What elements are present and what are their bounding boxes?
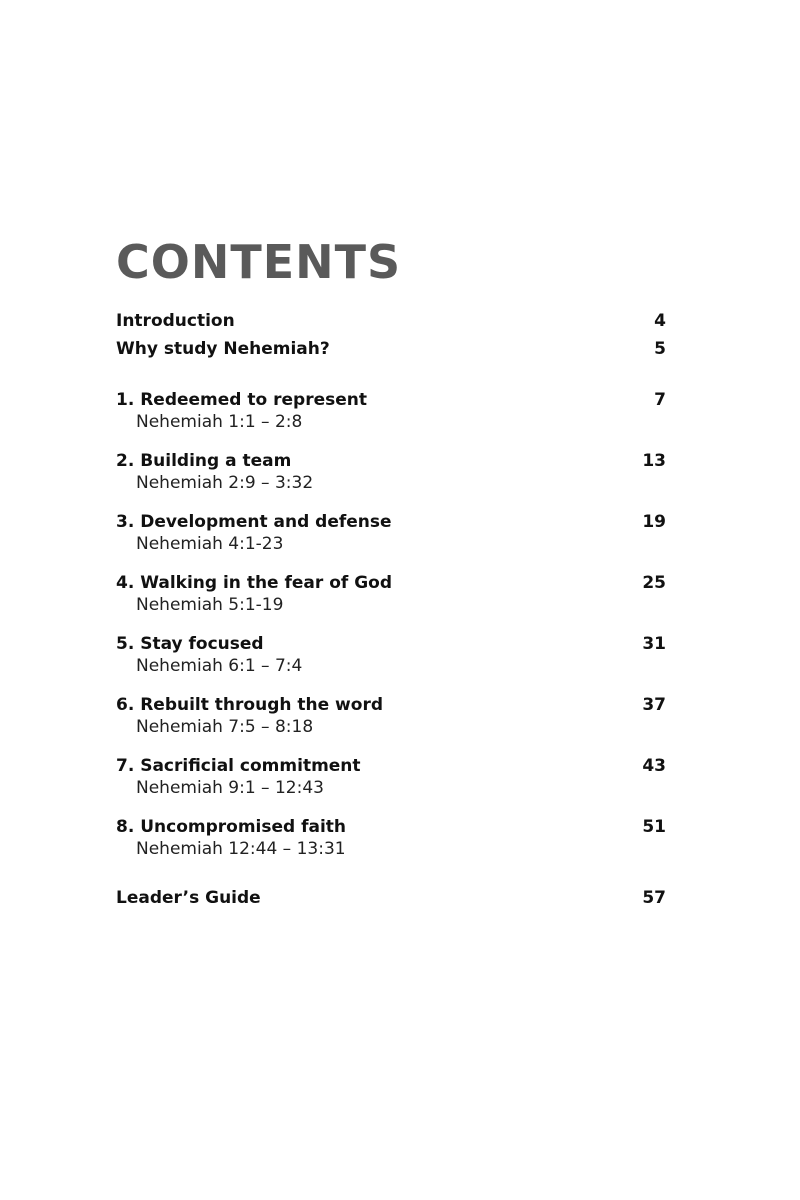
chapter-title: 6. Rebuilt through the word [116,695,383,715]
chapter-scripture-reference: Nehemiah 1:1 – 2:8 [136,412,303,432]
page-title: CONTENTS [116,235,402,289]
chapter-scripture-reference: Nehemiah 12:44 – 13:31 [136,839,346,859]
entry-page-number: 57 [642,888,666,908]
chapter-page-number: 25 [642,573,666,593]
toc-chapter-3[interactable] [116,511,666,555]
chapter-page-number: 43 [642,756,666,776]
entry-label: Leader’s Guide [116,888,261,908]
entry-page-number: 4 [654,311,666,331]
toc-entry-introduction[interactable] [116,310,666,332]
toc-chapter-1[interactable] [116,389,666,433]
chapter-scripture-reference: Nehemiah 2:9 – 3:32 [136,473,314,493]
chapter-scripture-reference: Nehemiah 7:5 – 8:18 [136,717,314,737]
toc-entry-why-study[interactable] [116,338,666,360]
spacer [116,366,666,389]
chapter-scripture-reference: Nehemiah 6:1 – 7:4 [136,656,303,676]
chapter-scripture-reference: Nehemiah 4:1-23 [136,534,284,554]
chapter-page-number: 13 [642,451,666,471]
chapter-title: 2. Building a team [116,451,292,471]
toc-entry-leaders-guide[interactable] [116,887,666,909]
chapter-page-number: 7 [654,390,666,410]
chapter-page-number: 31 [642,634,666,654]
entry-label: Introduction [116,311,235,331]
entry-page-number: 5 [654,339,666,359]
toc-chapter-7[interactable] [116,755,666,799]
chapter-title: 8. Uncompromised faith [116,817,347,837]
table-of-contents [116,236,666,909]
chapter-title: 1. Redeemed to represent [116,390,367,410]
toc-chapter-8[interactable] [116,816,666,860]
chapter-page-number: 37 [642,695,666,715]
toc-chapter-4[interactable] [116,572,666,616]
chapter-title: 4. Walking in the fear of God [116,573,392,593]
toc-chapter-5[interactable] [116,633,666,677]
chapter-scripture-reference: Nehemiah 5:1-19 [136,595,284,615]
chapter-title: 3. Development and defense [116,512,392,532]
chapter-title: 7. Sacrificial commitment [116,756,361,776]
chapter-page-number: 19 [642,512,666,532]
chapter-scripture-reference: Nehemiah 9:1 – 12:43 [136,778,324,798]
entry-label: Why study Nehemiah? [116,339,330,359]
toc-chapter-2[interactable] [116,450,666,494]
chapter-title: 5. Stay focused [116,634,264,654]
toc-chapter-6[interactable] [116,694,666,738]
chapter-page-number: 51 [642,817,666,837]
